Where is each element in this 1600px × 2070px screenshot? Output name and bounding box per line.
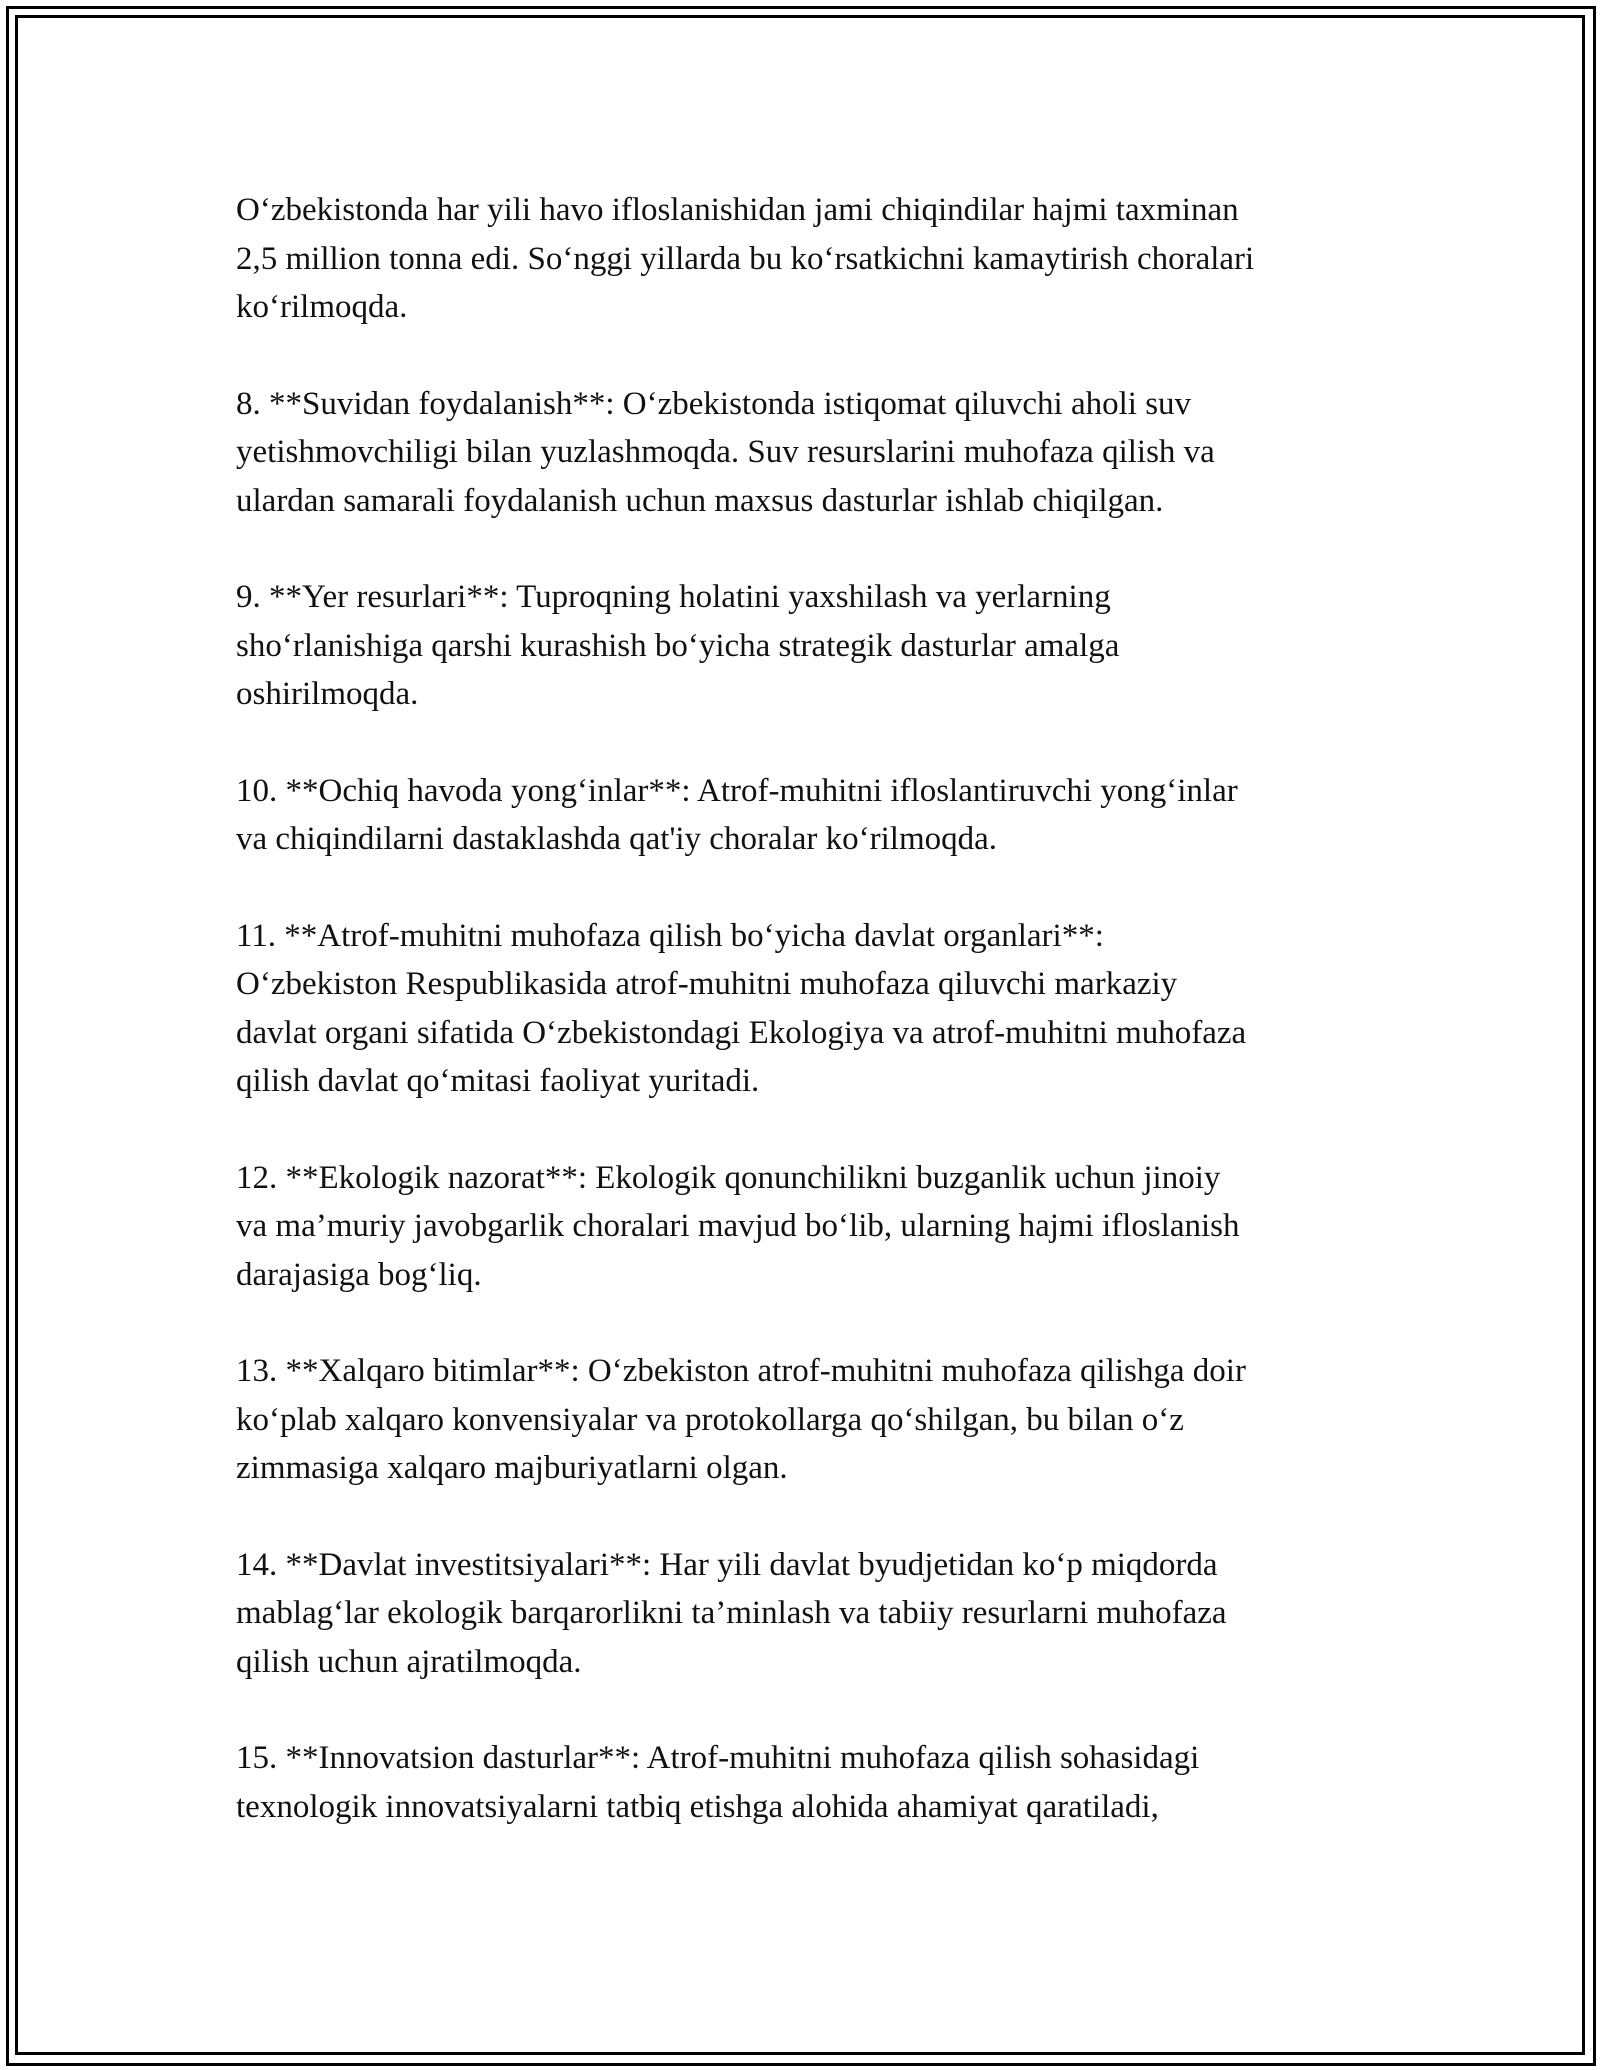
paragraph-item-15-innovation-programs: 15. **Innovatsion dasturlar**: Atrof-muhitni muhofaza qilish sohasidagi texnologik innovatsiyalarni tatbiq etishga alohida ahamiyat qaratiladi,: [236, 1740, 1200, 1825]
document-body: [236, 186, 1386, 1831]
paragraph-air-pollution: O‘zbekistonda har yili havo ifloslanishidan jami chiqindilar hajmi taxminan 2,5 million tonna edi. So‘nggi yillarda bu ko‘rsatkichni kamaytirish choralari ko‘rilmoqda.: [236, 192, 1255, 325]
paragraph-item-9-land-resources: 9. **Yer resurlari**: Tuproqning holatini yaxshilash va yerlarning sho‘rlanishiga qarshi kurashish bo‘yicha strategik dasturlar amalga oshirilmoqda.: [236, 579, 1120, 712]
paragraph-item-13-international-agreements: 13. **Xalqaro bitimlar**: O‘zbekiston atrof-muhitni muhofaza qilishga doir ko‘plab xalqaro konvensiyalar va protokollarga qo‘shilgan, bu bilan o‘z zimmasiga xalqaro majburiyatlarni olgan.: [236, 1353, 1246, 1486]
paragraph-item-12-ecological-control: 12. **Ekologik nazorat**: Ekologik qonunchilikni buzganlik uchun jinoiy va ma’muriy javobgarlik choralari mavjud bo‘lib, ularning hajmi ifloslanish darajasiga bog‘liq.: [236, 1159, 1240, 1293]
paragraph-item-8-water-use: 8. **Suvidan foydalanish**: O‘zbekistonda istiqomat qiluvchi aholi suv yetishmovchiligi bilan yuzlashmoqda. Suv resurslarini muhofaza qilish va ulardan samarali foydalanish uchun maxsus dasturlar ishlab chiqilgan.: [236, 385, 1215, 519]
paragraph-item-14-state-investments: 14. **Davlat investitsiyalari**: Har yili davlat byudjetidan ko‘p miqdorda mablag‘lar ekologik barqarorlikni ta’minlash va tabiiy resurlarni muhofaza qilish uchun ajratilmoqda.: [236, 1546, 1227, 1680]
paragraph-item-10-open-air-fires: 10. **Ochiq havoda yong‘inlar**: Atrof-muhitni ifloslantiruvchi yong‘inlar va chiqindilarni dastaklashda qat'iy choralar ko‘rilmoqda.: [236, 772, 1238, 857]
paragraph-item-11-state-bodies: 11. **Atrof-muhitni muhofaza qilish bo‘yicha davlat organlari**: O‘zbekiston Respublikasida atrof-muhitni muhofaza qiluvchi markaziy davlat organi sifatida O‘zbekistondagi Ekologiya va atrof-muhitni muhofaza qilish davlat qo‘mitasi faoliyat yuritadi.: [236, 917, 1247, 1099]
